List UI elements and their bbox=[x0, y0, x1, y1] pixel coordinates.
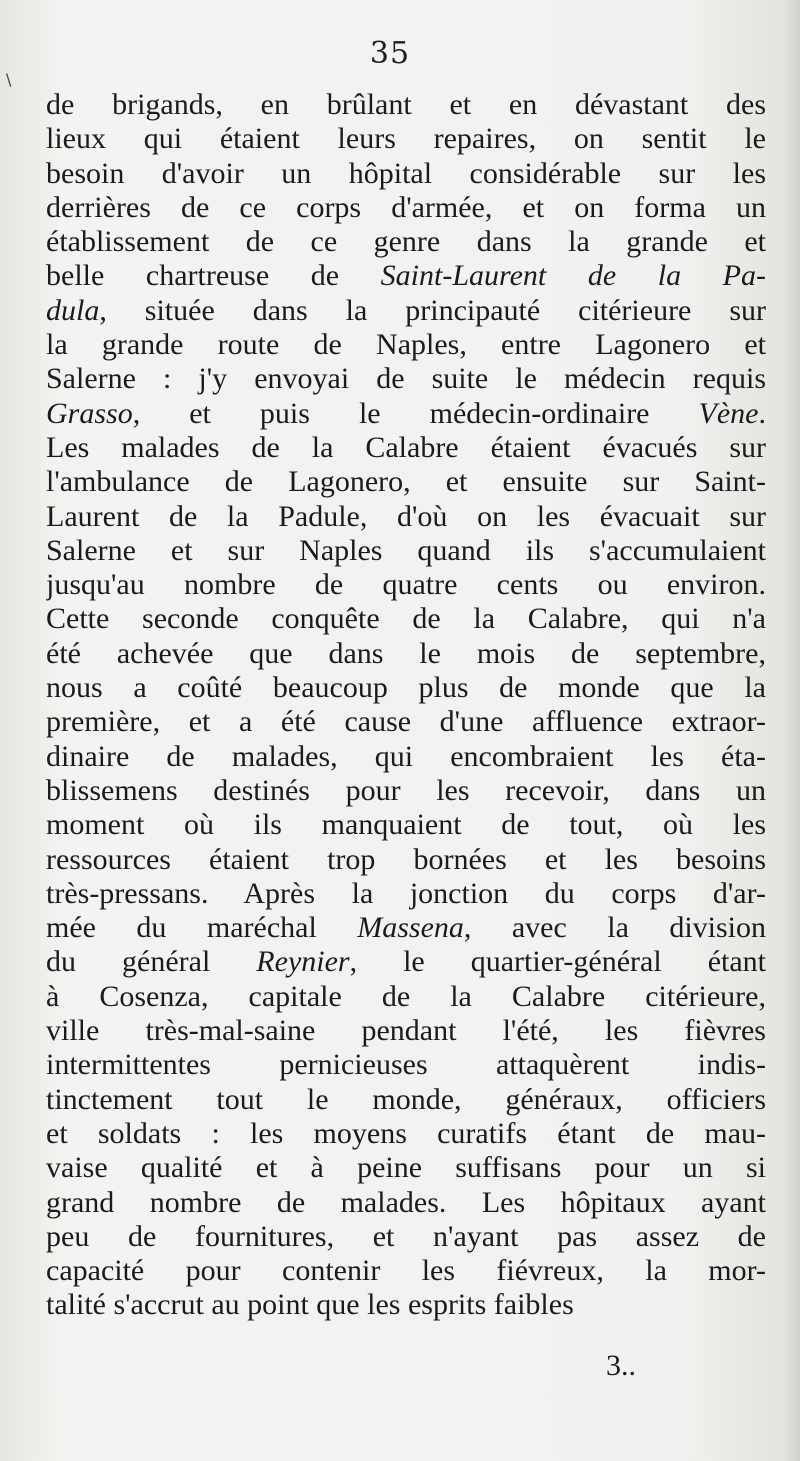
page-number: 35 bbox=[369, 36, 411, 71]
text-line bbox=[46, 671, 766, 705]
text-segment: belle chartreuse de bbox=[46, 259, 381, 293]
text-line bbox=[46, 637, 766, 671]
text-line bbox=[46, 88, 766, 122]
text-line bbox=[46, 1014, 766, 1048]
text-line bbox=[46, 465, 766, 499]
text-line bbox=[46, 294, 766, 328]
text-line bbox=[46, 431, 766, 465]
italic-segment: Reynier bbox=[256, 945, 350, 979]
text-segment: première, et a été cause d'une affluence extraor- bbox=[46, 705, 766, 739]
text-segment: lieux qui étaient leurs repaires, on sentit le bbox=[46, 122, 766, 156]
italic-segment: Grasso bbox=[46, 396, 133, 430]
text-segment: ville très-mal-saine pendant l'été, les fièvres bbox=[46, 1014, 766, 1048]
text-segment: été achevée que dans le mois de septembre, bbox=[46, 636, 766, 670]
text-segment: dinaire de malades, qui encombraient les éta- bbox=[46, 739, 766, 773]
text-segment: établissement de ce genre dans la grande et bbox=[46, 225, 766, 259]
italic-segment: dula bbox=[46, 293, 100, 327]
text-segment: la grande route de Naples, entre Lagonero et bbox=[46, 328, 766, 362]
text-segment: , avec la division bbox=[463, 911, 766, 945]
text-segment: tinctement tout le monde, généraux, officiers bbox=[46, 1082, 766, 1116]
text-line bbox=[46, 740, 766, 774]
text-line bbox=[46, 397, 766, 431]
text-segment: nous a coûté beaucoup plus de monde que la bbox=[46, 671, 766, 705]
page-edge-shadow bbox=[782, 0, 800, 1461]
text-line bbox=[46, 362, 766, 396]
text-segment: Cette seconde conquête de la Calabre, qui n'a bbox=[46, 602, 766, 636]
text-segment: Salerne et sur Naples quand ils s'accumulaient bbox=[46, 533, 766, 567]
text-segment: Les malades de la Calabre étaient évacués sur bbox=[46, 430, 766, 464]
text-segment: peu de fournitures, et n'ayant pas assez de bbox=[46, 1219, 766, 1253]
text-line bbox=[46, 157, 766, 191]
text-line bbox=[46, 1048, 766, 1082]
text-segment: mée du maréchal bbox=[46, 911, 358, 945]
text-segment: besoin d'avoir un hôpital considérable sur les bbox=[46, 156, 766, 190]
text-segment: derrières de ce corps d'armée, et on forma un bbox=[46, 190, 766, 224]
text-segment: très-pressans. Après la jonction du corps d'ar- bbox=[46, 876, 766, 910]
text-line bbox=[46, 705, 766, 739]
signature-mark: 3.. bbox=[606, 1349, 636, 1382]
italic-segment: Saint-Laurent de la Pa- bbox=[380, 259, 766, 293]
text-line bbox=[46, 568, 766, 602]
text-segment: de brigands, en brûlant et en dévastant des bbox=[46, 88, 766, 121]
text-segment: et soldats : les moyens curatifs étant de mau- bbox=[46, 1116, 766, 1150]
text-line bbox=[46, 843, 766, 877]
text-line bbox=[46, 1220, 766, 1254]
text-line bbox=[46, 1117, 766, 1151]
text-segment: , et puis le médecin-ordinaire bbox=[132, 396, 699, 430]
text-line bbox=[46, 1151, 766, 1185]
text-segment: blissemens destinés pour les recevoir, dans un bbox=[46, 773, 766, 807]
text-line bbox=[46, 774, 766, 808]
italic-segment: Vène bbox=[698, 396, 759, 430]
text-line bbox=[46, 1083, 766, 1117]
text-segment: moment où ils manquaient de tout, où les bbox=[46, 808, 766, 842]
text-line bbox=[46, 534, 766, 568]
text-segment: l'ambulance de Lagonero, et ensuite sur Saint- bbox=[46, 465, 766, 499]
italic-segment: Massena bbox=[357, 911, 464, 945]
text-segment: . bbox=[758, 396, 766, 430]
text-line bbox=[46, 500, 766, 534]
text-line bbox=[46, 980, 766, 1014]
text-line bbox=[46, 259, 766, 293]
text-line bbox=[46, 1288, 766, 1322]
text-line bbox=[46, 122, 766, 156]
text-segment: vaise qualité et à peine suffisans pour un si bbox=[46, 1151, 766, 1185]
text-segment: capacité pour contenir les fiévreux, la mor- bbox=[46, 1254, 766, 1288]
text-segment: ressources étaient trop bornées et les besoins bbox=[46, 842, 766, 876]
text-line bbox=[46, 808, 766, 842]
body-text bbox=[46, 88, 766, 1323]
text-line bbox=[46, 911, 766, 945]
text-segment: Salerne : j'y envoyai de suite le médecin requis bbox=[46, 362, 766, 396]
text-segment: à Cosenza, capitale de la Calabre citérieure, bbox=[46, 979, 766, 1013]
text-segment: Laurent de la Padule, d'où on les évacuait sur bbox=[46, 499, 766, 533]
text-segment: , située dans la principauté citérieure sur bbox=[99, 293, 766, 327]
text-segment: grand nombre de malades. Les hôpitaux ayant bbox=[46, 1185, 766, 1219]
text-segment: talité s'accrut au point que les esprits faibles bbox=[46, 1288, 574, 1322]
text-segment: jusqu'au nombre de quatre cents ou environ. bbox=[46, 568, 766, 602]
text-line bbox=[46, 1186, 766, 1220]
text-line bbox=[46, 191, 766, 225]
text-segment: du général bbox=[46, 945, 257, 979]
text-line bbox=[46, 945, 766, 979]
text-line bbox=[46, 602, 766, 636]
text-segment: , le quartier-général étant bbox=[349, 945, 766, 979]
margin-mark: \ bbox=[6, 70, 12, 89]
text-line bbox=[46, 328, 766, 362]
text-line bbox=[46, 225, 766, 259]
text-line bbox=[46, 1254, 766, 1288]
text-line bbox=[46, 877, 766, 911]
text-segment: intermittentes pernicieuses attaquèrent indis- bbox=[46, 1048, 766, 1082]
